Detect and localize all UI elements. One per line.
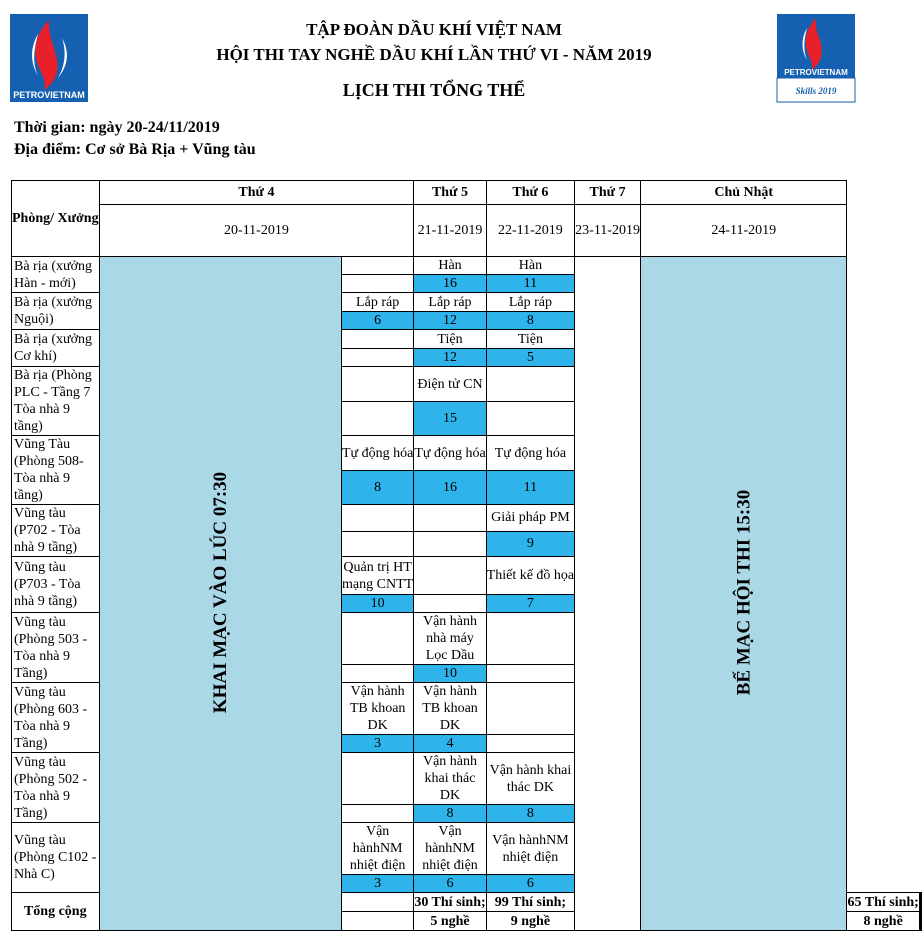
total-trades: 9 nghề	[486, 912, 574, 931]
time-info: Thời gian: ngày 20-24/11/2019	[14, 119, 220, 136]
date-header: 20-11-2019	[99, 205, 414, 257]
room-header: Phòng/ Xưởng	[12, 181, 100, 257]
total-candidates: 65 Thí sinh;	[847, 894, 919, 910]
date-header: 21-11-2019	[414, 205, 486, 257]
count-cell: 5	[486, 349, 574, 367]
count-cell: 16	[414, 275, 486, 293]
trade-cell: Vận hànhNM nhiệt điện	[486, 823, 574, 875]
saturday-cell	[575, 257, 641, 931]
closing-ceremony-cell	[640, 257, 847, 931]
trade-cell: Thiết kế đồ họa	[486, 557, 574, 595]
trade-cell: Vận hànhNM nhiệt điện	[341, 823, 413, 875]
total-candidates: 30 Thí sinh;	[414, 894, 486, 910]
trade-cell: Giải pháp PM	[486, 505, 574, 532]
date-header: 22-11-2019	[486, 205, 574, 257]
count-cell: 10	[414, 665, 486, 683]
room-name: Vũng tàu (Phòng 603 - Tòa nhà 9 Tầng)	[12, 683, 100, 753]
total-trades: 5 nghề	[414, 912, 486, 931]
room-name: Vũng tàu (Phòng C102 - Nhà C)	[12, 823, 100, 893]
room-name: Bà rịa (xưởng Hàn - mới)	[12, 257, 100, 293]
count-cell: 8	[341, 471, 413, 505]
count-cell: 8	[486, 805, 574, 823]
total-candidates: 99 Thí sinh;	[486, 893, 574, 912]
count-cell: 3	[341, 735, 413, 753]
count-cell: 9	[486, 531, 574, 556]
trade-cell: Vận hành khai thác DK	[486, 753, 574, 805]
schedule-table	[11, 180, 922, 931]
count-cell: 6	[414, 875, 486, 893]
date-header: 23-11-2019	[575, 205, 641, 257]
count-cell: 15	[414, 402, 486, 436]
trade-cell: Vận hành TB khoan DK	[414, 683, 486, 735]
room-name: Vũng tàu (Phòng 502 - Tòa nhà 9 Tầng)	[12, 753, 100, 823]
trade-cell: Điện tử CN	[414, 367, 486, 402]
count-cell: 6	[486, 875, 574, 893]
trade-cell: Tiện	[486, 330, 574, 349]
count-cell: 11	[486, 275, 574, 293]
day-header: Thứ 6	[486, 181, 574, 205]
schedule-title: LỊCH THI TỔNG THỂ	[342, 80, 526, 100]
place-info: Địa điểm: Cơ sở Bà Rịa + Vũng tàu	[14, 141, 256, 158]
trade-cell: Hàn	[414, 257, 486, 275]
day-header: Chủ Nhật	[640, 181, 847, 205]
opening-ceremony-cell	[99, 257, 341, 931]
count-cell: 11	[486, 471, 574, 505]
total-trades: 8 nghề	[847, 912, 919, 931]
trade-cell: Tự động hóa	[341, 436, 413, 471]
room-name: Bà rịa (xưởng Nguội)	[12, 293, 100, 330]
logo-left-text: PETROVIETNAM	[13, 90, 85, 100]
trade-cell: Quản trị HT mạng CNTT	[341, 557, 413, 595]
count-cell: 12	[414, 312, 486, 330]
trade-cell: Lắp ráp	[414, 293, 486, 312]
date-header: 24-11-2019	[640, 205, 847, 257]
trade-cell: Lắp ráp	[341, 293, 413, 312]
day-header: Thứ 5	[414, 181, 486, 205]
count-cell: 6	[341, 312, 413, 330]
day-header: Thứ 4	[99, 181, 414, 205]
room-name: Vũng tàu (P703 - Tòa nhà 9 tầng)	[12, 557, 100, 613]
total-label: Tổng cộng	[12, 893, 100, 931]
count-cell: 8	[486, 312, 574, 330]
count-cell: 8	[414, 805, 486, 823]
room-name: Vũng tàu (Phòng 503 - Tòa nhà 9 Tầng)	[12, 613, 100, 683]
closing-ceremony-text: BẾ MẠC HỘI THI 15:30	[733, 489, 755, 696]
room-name: Vũng tàu (P702 - Tòa nhà 9 tầng)	[12, 505, 100, 557]
org-title: TẬP ĐOÀN DẦU KHÍ VIỆT NAM	[306, 20, 562, 39]
trade-cell: Tiện	[414, 330, 486, 349]
count-cell: 16	[414, 471, 486, 505]
trade-cell: Vận hànhNM nhiệt điện	[414, 823, 486, 875]
opening-ceremony-text: KHAI MẠC VÀO LÚC 07:30	[209, 471, 231, 714]
trade-cell: Tự động hóa	[486, 436, 574, 471]
trade-cell: Vận hành TB khoan DK	[341, 683, 413, 735]
room-name: Bà rịa (Phòng PLC - Tầng 7 Tòa nhà 9 tầng)	[12, 367, 100, 436]
trade-cell: Vận hành khai thác DK	[414, 753, 486, 805]
logo-right-text: PETROVIETNAM	[784, 68, 848, 77]
day-header: Thứ 7	[575, 181, 641, 205]
trade-cell: Tự động hóa	[414, 436, 486, 471]
count-cell: 3	[341, 875, 413, 893]
count-cell: 7	[486, 595, 574, 613]
count-cell: 12	[414, 349, 486, 367]
room-name: Bà rịa (xưởng Cơ khí)	[12, 330, 100, 367]
logo-right-sub: Skills 2019	[795, 86, 837, 96]
trade-cell: Hàn	[486, 257, 574, 275]
count-cell: 10	[341, 595, 413, 613]
room-name: Vũng Tàu (Phòng 508- Tòa nhà 9 tầng)	[12, 436, 100, 505]
count-cell: 4	[414, 735, 486, 753]
contest-title: HỘI THI TAY NGHỀ DẦU KHÍ LẦN THỨ VI - NĂM 2019	[216, 45, 652, 64]
trade-cell: Lắp ráp	[486, 293, 574, 312]
trade-cell: Vận hành nhà máy Lọc Dầu	[414, 613, 486, 665]
